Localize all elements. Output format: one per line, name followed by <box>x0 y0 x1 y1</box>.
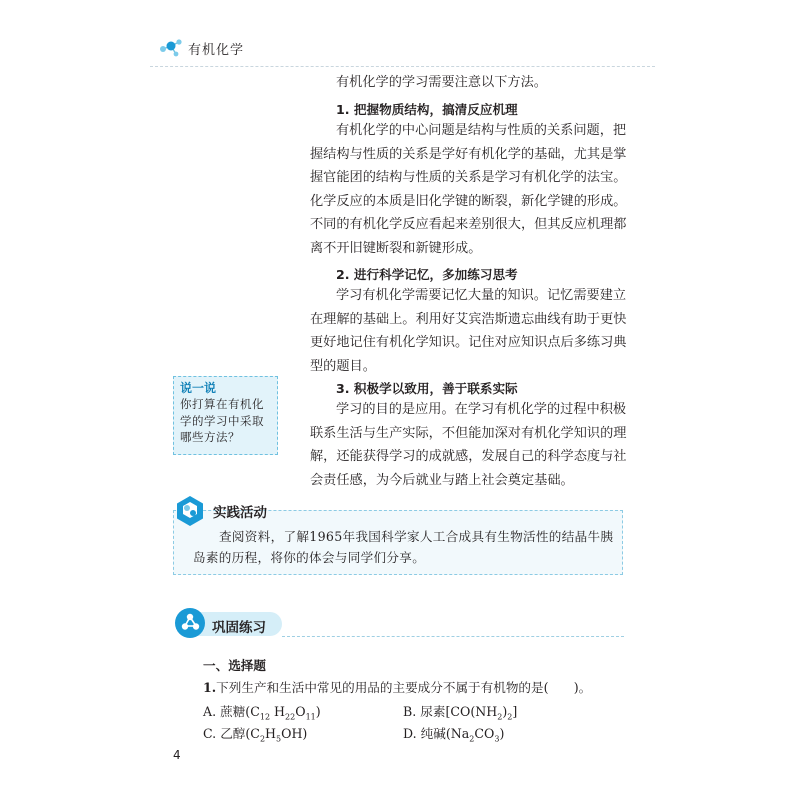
option-d: D. 纯碱$(Na_2CO_3)$ <box>403 726 505 744</box>
exercise-divider <box>282 636 624 637</box>
option-d-label: D. 纯碱 <box>403 726 446 741</box>
hexagon-molecule-icon <box>175 495 205 527</box>
running-header <box>158 36 244 60</box>
option-b: B. 尿素$[CO(NH_2)_2]$ <box>403 704 518 722</box>
section-heading-1: 1. 把握物质结构，搞清反应机理 <box>336 102 518 117</box>
option-c-label: C. 乙醇 <box>203 726 246 741</box>
discussion-title: 说一说 <box>180 381 217 395</box>
question-type-heading: 一、选择题 <box>203 658 266 673</box>
section-body-2: 学习有机化学需要记忆大量的知识。记忆需要建立在理解的基础上。利用好艾宾浩斯遗忘曲线有助于更快更好地记住有机化学知识。记住对应知识点后多练习典型的题目。 <box>310 288 627 374</box>
option-c: C. 乙醇$(C_2H_5OH)$ <box>203 726 308 744</box>
page-number: 4 <box>173 748 181 762</box>
question-text: 下列生产和生活中常见的用品的主要成分不属于有机物的是( )。 <box>216 680 592 695</box>
activity-body: 查阅资料，了解1965年我国科学家人工合成具有生物活性的结晶牛胰岛素的历程，将你的体会与同学们分享。 <box>193 529 614 565</box>
option-a-label: A. 蔗糖 <box>203 704 246 719</box>
intro-paragraph: 有机化学的学习需要注意以下方法。 <box>336 75 547 90</box>
molecule-icon <box>158 37 184 59</box>
network-icon <box>174 607 206 639</box>
question-number: 1. <box>203 680 217 695</box>
header-title: 有机化学 <box>188 42 245 58</box>
activity-header <box>175 495 267 527</box>
option-a: A. 蔗糖($C_{12}$ $H_{22}O_{11}$) <box>203 704 321 722</box>
section-heading-3: 3. 积极学以致用，善于联系实际 <box>336 381 518 396</box>
question-1 <box>203 677 591 696</box>
option-b-label: B. 尿素 <box>403 704 446 719</box>
exercise-title: 巩固练习 <box>212 620 266 636</box>
discussion-body: 你打算在有机化学的学习中采取哪些方法？ <box>180 397 264 444</box>
discussion-box <box>173 376 278 455</box>
section-body-3: 学习的目的是应用。在学习有机化学的过程中积极联系生活与生产实际，不但能加深对有机化学知识的理解，还能获得学习的成就感，发展自己的科学态度与社会责任感，为今后就业与踏上社会奠定基础。 <box>310 402 627 488</box>
section-body-1: 有机化学的中心问题是结构与性质的关系问题，把握结构与性质的关系是学好有机化学的基础，尤其是掌握官能团的结构与性质的关系是学习有机化学的法宝。化学反应的本质是旧化学键的断裂，新化学键的形成。不同的有机化学反应看起来差别很大，但其反应机理都离不开旧键断裂和新键形成。 <box>310 123 627 256</box>
header-divider <box>150 66 655 67</box>
section-heading-2: 2. 进行科学记忆，多加练习思考 <box>336 267 518 282</box>
activity-title: 实践活动 <box>213 505 267 521</box>
